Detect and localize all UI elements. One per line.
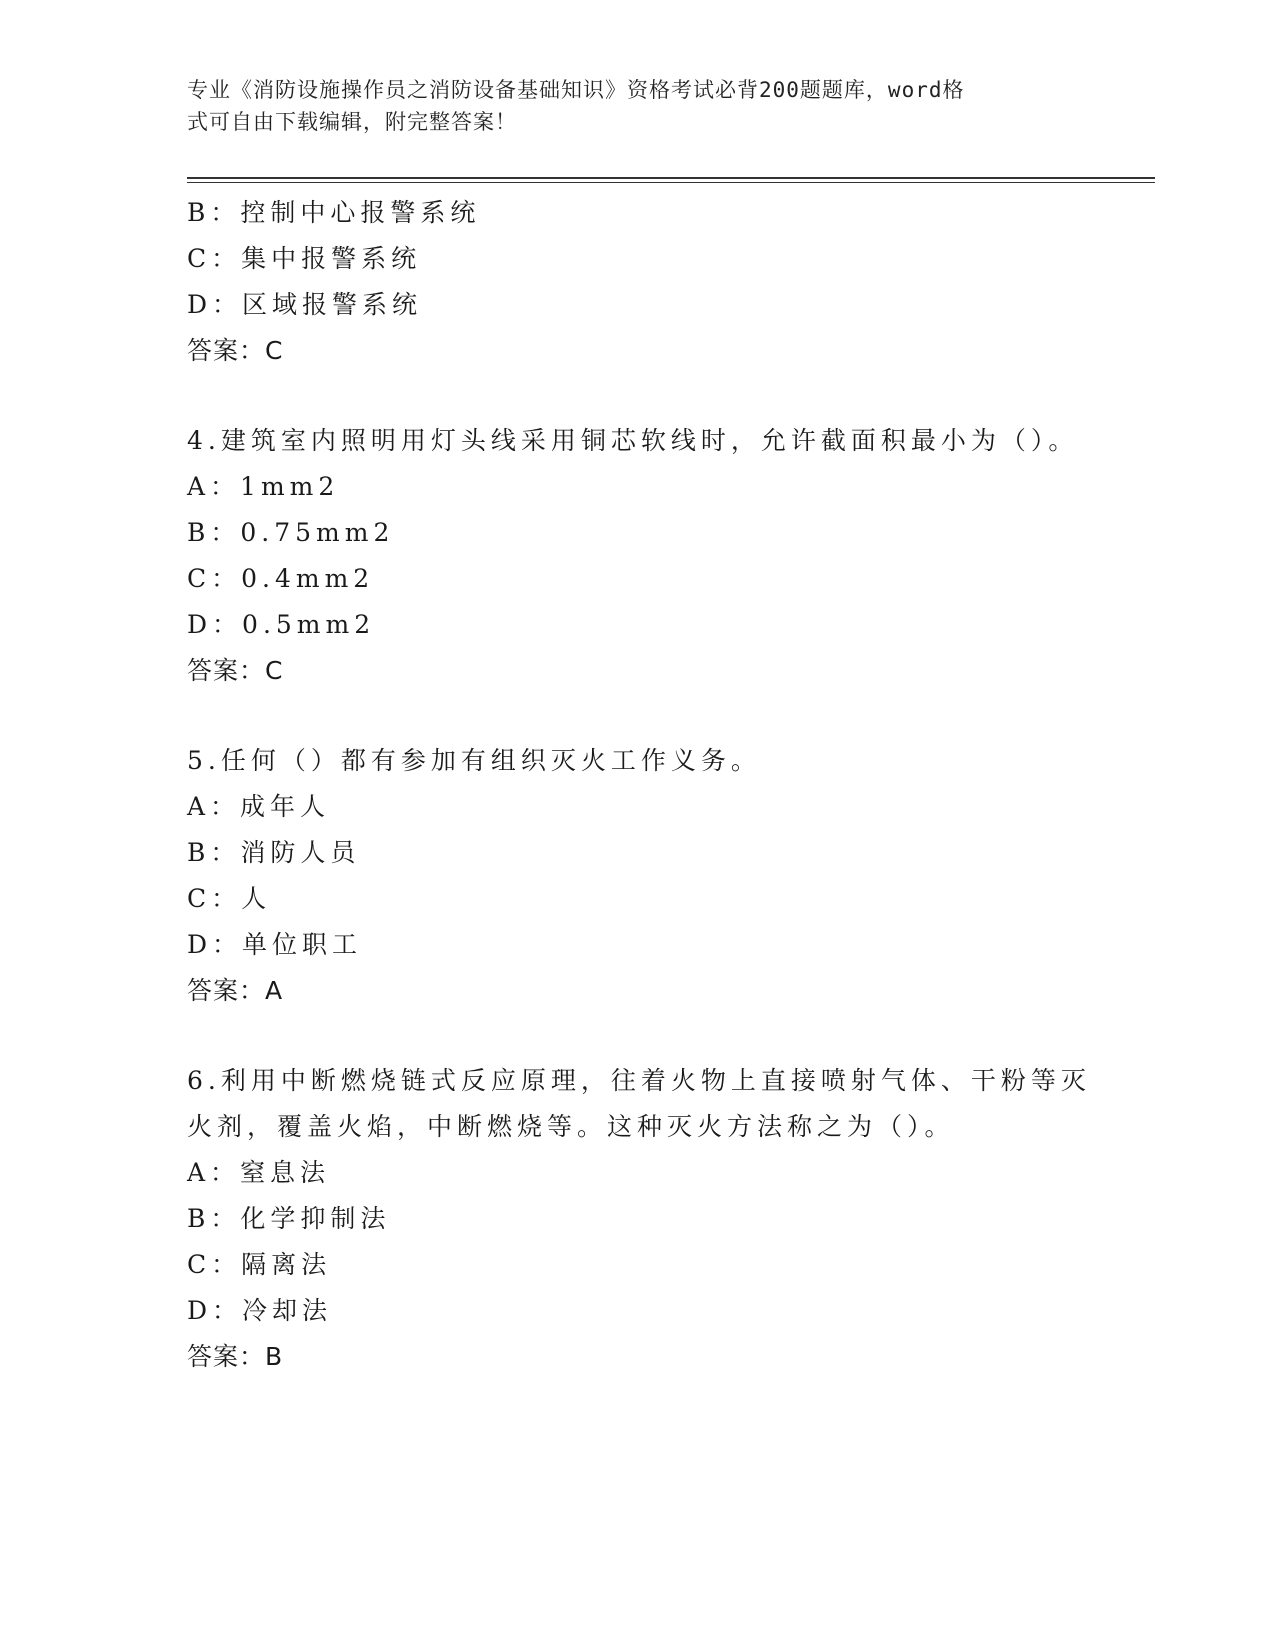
header-line-1: 专业《消防设施操作员之消防设备基础知识》资格考试必背200题题库，word格 (187, 78, 965, 102)
header-divider (187, 177, 1155, 183)
question-stem-line-1: 6.利用中断燃烧链式反应原理，往着火物上直接喷射气体、干粉等灭 (187, 1066, 1091, 1095)
option-d: D：冷却法 (187, 1296, 333, 1325)
option-b: B：控制中心报警系统 (187, 198, 481, 227)
option-c: C：人 (187, 884, 272, 913)
question-stem: 4.建筑室内照明用灯头线采用铜芯软线时，允许截面积最小为（）。 (187, 426, 1079, 455)
answer-line: 答案：B (187, 1342, 284, 1371)
option-d: D：区域报警系统 (187, 290, 423, 319)
answer-line: 答案：C (187, 336, 284, 365)
page-header (187, 74, 1077, 138)
option-b: B：化学抑制法 (187, 1204, 391, 1233)
header-line-2: 式可自由下载编辑，附完整答案！ (187, 110, 517, 134)
option-a: A：成年人 (187, 792, 331, 821)
option-c: C：集中报警系统 (187, 244, 422, 273)
option-c: C：0.4mm2 (187, 564, 375, 593)
option-a: A：1mm2 (187, 472, 340, 501)
option-b: B：0.75mm2 (187, 518, 395, 547)
option-d: D：0.5mm2 (187, 610, 376, 639)
option-d: D：单位职工 (187, 930, 363, 959)
option-c: C：隔离法 (187, 1250, 332, 1279)
question-stem: 5.任何（）都有参加有组织灭火工作义务。 (187, 746, 761, 775)
option-b: B：消防人员 (187, 838, 361, 867)
question-6 (187, 1058, 1117, 1380)
question-5 (187, 738, 1117, 1014)
question-4 (187, 418, 1117, 694)
answer-line: 答案：A (187, 976, 284, 1005)
question-3-continued (187, 190, 1117, 374)
question-stem-line-2: 火剂，覆盖火焰，中断燃烧等。这种灭火方法称之为（）。 (187, 1112, 955, 1141)
option-a: A：窒息法 (187, 1158, 331, 1187)
question-content (187, 190, 1117, 1380)
answer-line: 答案：C (187, 656, 284, 685)
